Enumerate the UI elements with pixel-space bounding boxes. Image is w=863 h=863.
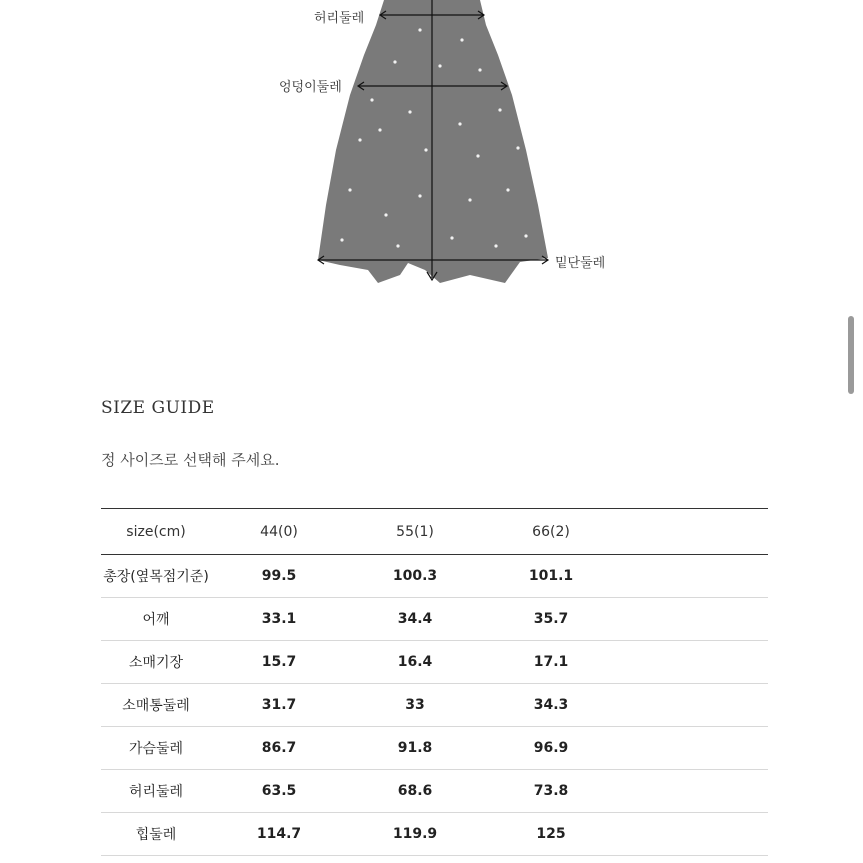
- table-cell: 96.9: [483, 727, 619, 770]
- table-cell: 91.8: [347, 727, 483, 770]
- table-cell: 68.6: [347, 770, 483, 813]
- table-row: [101, 770, 768, 813]
- hem-label: 밑단둘레: [555, 256, 606, 271]
- table-cell: 63.5: [211, 770, 347, 813]
- size-guide-title: SIZE GUIDE: [101, 398, 215, 418]
- table-cell: 33.1: [211, 598, 347, 641]
- table-cell: 34.3: [483, 684, 619, 727]
- row-label: 가슴둘레: [101, 727, 211, 770]
- table-row: [101, 598, 768, 641]
- table-row: [101, 813, 768, 856]
- table-cell: 31.7: [211, 684, 347, 727]
- table-row: [101, 684, 768, 727]
- table-row: [101, 555, 768, 598]
- row-label: 소매기장: [101, 641, 211, 684]
- table-cell-empty: [619, 684, 768, 727]
- size-table: [101, 508, 768, 856]
- table-row: [101, 641, 768, 684]
- table-cell: 99.5: [211, 555, 347, 598]
- header-cell: size(cm): [101, 509, 211, 555]
- scrollbar-thumb[interactable]: [848, 316, 854, 394]
- header-cell: 66(2): [483, 509, 619, 555]
- dress-illustration: [0, 0, 863, 300]
- header-cell: 55(1): [347, 509, 483, 555]
- header-cell: [619, 509, 768, 555]
- header-cell: 44(0): [211, 509, 347, 555]
- table-cell: 100.3: [347, 555, 483, 598]
- waist-label: 허리둘레: [314, 11, 365, 26]
- table-row: [101, 727, 768, 770]
- table-cell-empty: [619, 727, 768, 770]
- dress-drawing: [0, 0, 863, 300]
- table-cell-empty: [619, 598, 768, 641]
- row-label: 소매통둘레: [101, 684, 211, 727]
- table-cell: 119.9: [347, 813, 483, 856]
- table-cell: 16.4: [347, 641, 483, 684]
- table-cell: 17.1: [483, 641, 619, 684]
- table-cell-empty: [619, 770, 768, 813]
- table-cell: 73.8: [483, 770, 619, 813]
- table-cell: 34.4: [347, 598, 483, 641]
- row-label: 총장(옆목점기준): [101, 555, 211, 598]
- row-label: 허리둘레: [101, 770, 211, 813]
- table-cell: 33: [347, 684, 483, 727]
- table-cell-empty: [619, 641, 768, 684]
- table-cell-empty: [619, 555, 768, 598]
- table-cell: 86.7: [211, 727, 347, 770]
- dress-shape: [318, 0, 548, 283]
- row-label: 힙둘레: [101, 813, 211, 856]
- table-cell: 101.1: [483, 555, 619, 598]
- row-label: 어깨: [101, 598, 211, 641]
- table-cell: 125: [483, 813, 619, 856]
- hip-label: 엉덩이둘레: [279, 80, 342, 95]
- table-cell: 15.7: [211, 641, 347, 684]
- table-cell: 114.7: [211, 813, 347, 856]
- size-guide-subtitle: 정 사이즈로 선택해 주세요.: [101, 451, 280, 469]
- table-cell-empty: [619, 813, 768, 856]
- table-header-row: [101, 509, 768, 555]
- table-cell: 35.7: [483, 598, 619, 641]
